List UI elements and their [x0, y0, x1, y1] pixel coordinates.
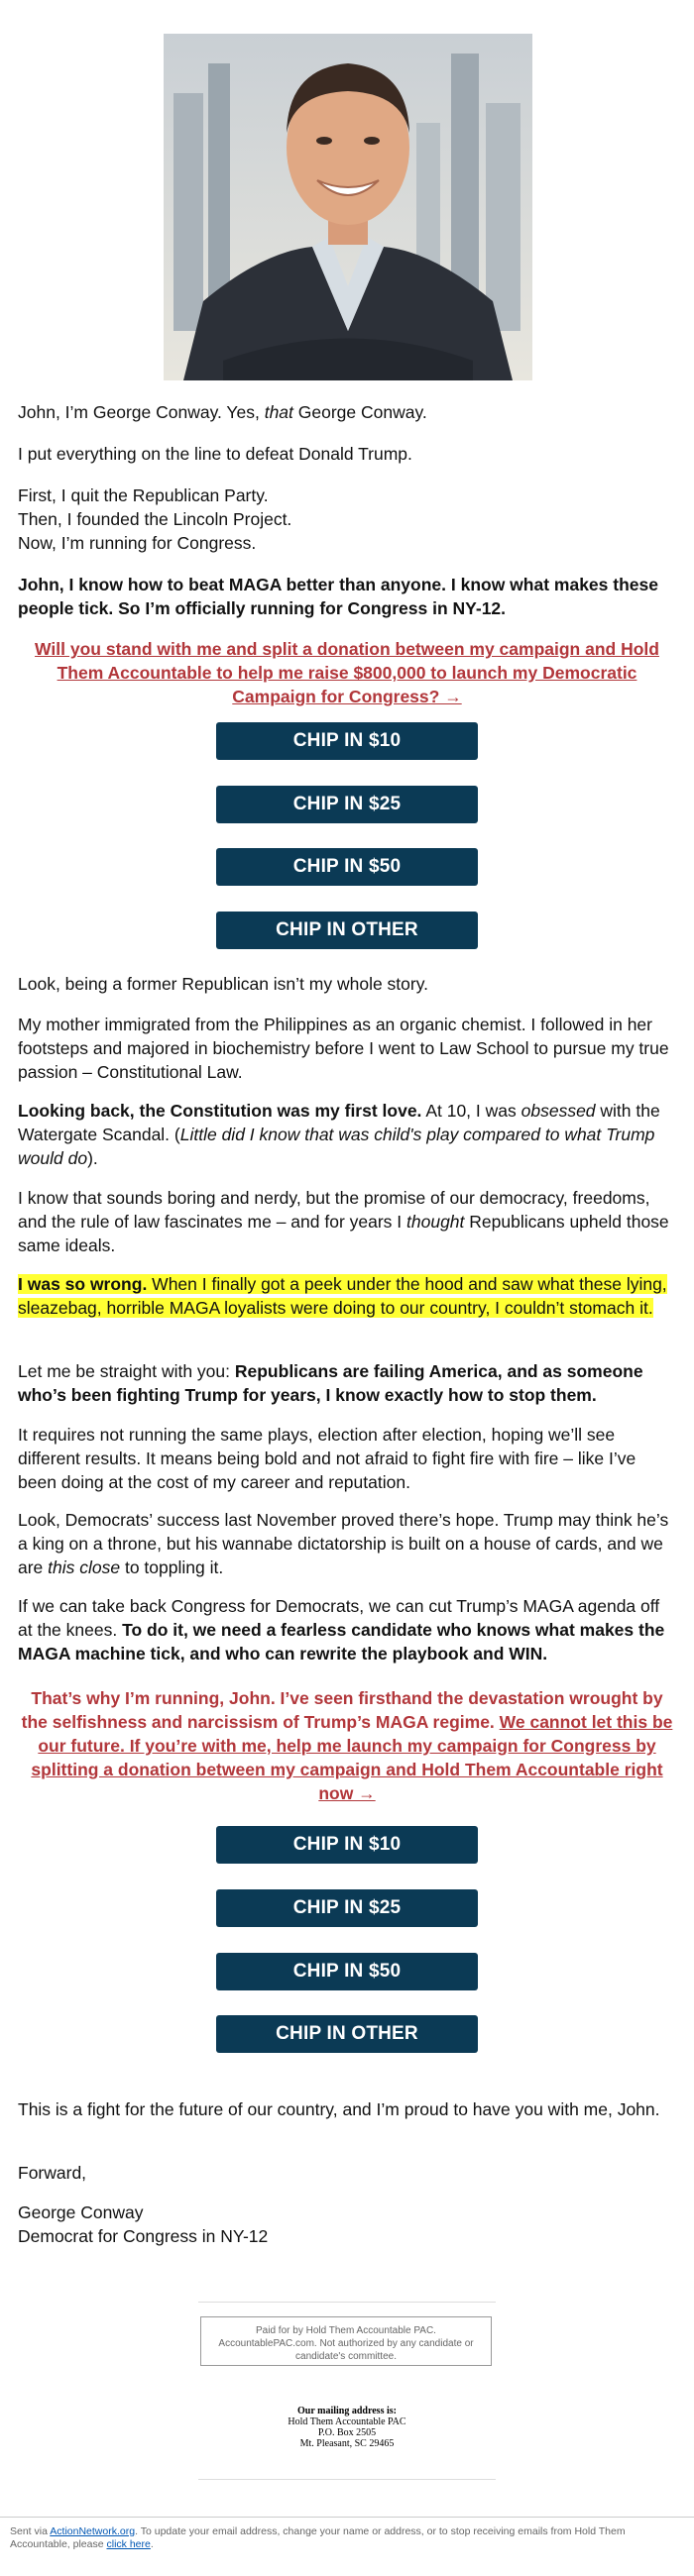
donation-ask-2: That’s why I’m running, John. I’ve seen firsthand the devastation wrought by the selfishness and narcissism of Trump’s MAGA regime. We cannot let this be our future. If you’re with me, help me launch my campaign for Congress by splitting a donation between my campaign and Hold Them Accountable right now → [21, 1688, 673, 1803]
chip-in-other-button-1[interactable]: CHIP IN OTHER [216, 912, 478, 949]
intro-paragraph-1: John, I’m George Conway. Yes, that George Conway. [18, 402, 427, 422]
story-paragraph-7: It requires not running the same plays, election after election, hoping we’ll see different results. It means being bold and not afraid to fight fire with fire – like I’ve been doing at the cost of my career and reputation. [18, 1425, 636, 1492]
chip-in-50-button-1[interactable]: CHIP IN $50 [216, 848, 478, 886]
chip-in-10-button-1[interactable]: CHIP IN $10 [216, 722, 478, 760]
closing-paragraph-2: Forward, [18, 2163, 87, 2183]
story-paragraph-5: I was so wrong. When I finally got a peek under the hood and saw what these lying, sleazebag, horrible MAGA loyalists were doing to our country, I couldn’t stomach it. [18, 1274, 667, 1318]
donation-ask-link-1[interactable]: Will you stand with me and split a donation between my campaign and Hold Them Accountable to help me raise $800,000 to launch my Democratic Campaign for Congress? → [35, 639, 659, 706]
donation-ask-link-2[interactable]: We cannot let this be our future. If you’re with me, help me launch my campaign for Congress by splitting a donation between my campaign and Hold Them Accountable right now → [31, 1712, 673, 1803]
chip-in-25-button-1[interactable]: CHIP IN $25 [216, 786, 478, 823]
sent-via-footer: Sent via ActionNetwork.org. To update your email address, change your name or address, or to stop receiving emails from Hold Them Accountable, please click here. [0, 2517, 694, 2551]
chip-in-25-button-2[interactable]: CHIP IN $25 [216, 1889, 478, 1927]
chip-in-10-button-2[interactable]: CHIP IN $10 [216, 1826, 478, 1864]
chip-in-50-button-2[interactable]: CHIP IN $50 [216, 1953, 478, 1990]
intro-paragraph-3: First, I quit the Republican Party. Then, I founded the Lincoln Project. Now, I’m running for Congress. [18, 485, 292, 553]
candidate-portrait-image [164, 34, 532, 380]
signature [18, 2200, 676, 2248]
story-paragraph-1: Look, being a former Republican isn’t my whole story. [18, 974, 429, 994]
story-paragraph-4: I know that sounds boring and nerdy, but the promise of our democracy, freedoms, and the rule of law fascinates me – and for years I thought Republicans upheld those same ideals. [18, 1188, 669, 1255]
story-paragraph-6: Let me be straight with you: Republicans are failing America, and as someone who’s been fighting Trump for years, I know exactly how to stop them. [18, 1361, 643, 1405]
story-paragraph-3: Looking back, the Constitution was my first love. At 10, I was obsessed with the Watergate Scandal. (Little did I know that was child's play compared to what Trump would do). [18, 1101, 660, 1168]
intro-paragraph-2: I put everything on the line to defeat Donald Trump. [18, 444, 412, 464]
footer-divider-top [198, 2302, 496, 2303]
mailing-address: Our mailing address is: Hold Them Accountable PAC P.O. Box 2505 Mt. Pleasant, SC 29465 [288, 2406, 406, 2449]
signature-name: George Conway [18, 2202, 144, 2222]
closing-paragraph-1: This is a fight for the future of our country, and I’m proud to have you with me, John. [18, 2099, 660, 2119]
paid-for-disclaimer: Paid for by Hold Them Accountable PAC. AccountablePAC.com. Not authorized by any candidate or candidate's committee. [200, 2316, 492, 2366]
story-paragraph-2: My mother immigrated from the Philippines as an organic chemist. I followed in her footsteps and majored in biochemistry before I went to Law School to pursue my true passion – Constitutional Law. [18, 1015, 669, 1082]
chip-in-other-button-2[interactable]: CHIP IN OTHER [216, 2015, 478, 2053]
story-paragraph-9: If we can take back Congress for Democrats, we can cut Trump’s MAGA agenda off at the knees. To do it, we need a fearless candidate who knows what makes the MAGA machine tick, and who can rewrite the playbook and WIN. [18, 1596, 665, 1664]
story-paragraph-8: Look, Democrats’ success last November proved there’s hope. Trump may think he’s a king on a throne, but his wannabe dictatorship is built on a house of cards, and we are this close to toppling it. [18, 1510, 669, 1577]
footer-divider-bottom [198, 2479, 496, 2480]
candidate-photo [164, 34, 532, 380]
unsubscribe-link[interactable]: click here [106, 2538, 151, 2550]
actionnetwork-link[interactable]: ActionNetwork.org [50, 2525, 136, 2537]
signature-title: Democrat for Congress in NY-12 [18, 2226, 269, 2246]
intro-paragraph-bold: John, I know how to beat MAGA better than anyone. I know what makes these people tick. So I’m officially running for Congress in NY-12. [18, 575, 658, 618]
